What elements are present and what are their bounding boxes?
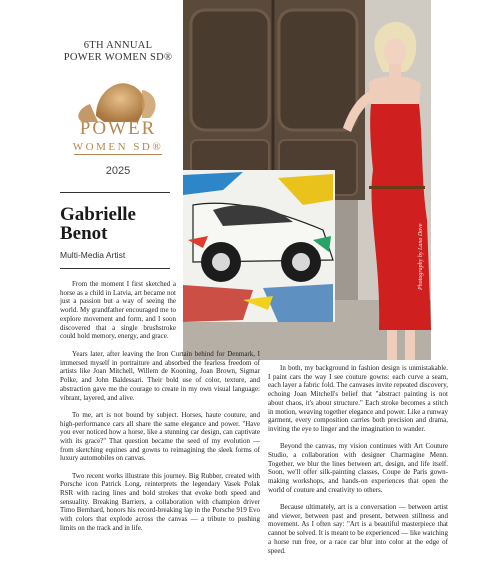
artist-last-name: Benot — [60, 223, 108, 244]
paragraph-5: In both, my background in fashion design is unmistakable. I paint cars the way I see couture gowns: each curve a seam, each layer a fabric fold. The canvases invite repeated discovery, echoing Joan Mitchell's belief that "abstract painting is not about chaos, it's about structure." Each stroke becomes a stitch in motion, weaving together elegance and power. Like a runway garment, every composition carries both precision and drama, inviting the eye to linger and the imagination to wander. — [268, 364, 448, 433]
column-right — [268, 364, 448, 555]
paragraph-6: Beyond the canvas, my vision continues with Art Couture Studio, a collaboration with designer Charmagine Menn. Together, we blur the lines between art, design, and life itself. Soon, we'll offer silk-painting classes, Coupe de Paris gown-making workshops, and hands-on experiences that open the world of couture and creativity to others. — [268, 442, 448, 494]
logo-word-power: POWER — [79, 118, 157, 139]
artist-photo — [183, 0, 431, 360]
event-edition: 6TH ANNUAL — [83, 40, 153, 51]
paragraph-1: From the moment I first sketched a horse as a child in Latvia, art became not just a passion but a way of seeing the world. My grandfather encouraged me to explore movement and form, and I soon discovered that a single brushstroke could hold memory, energy, and grace. — [60, 280, 176, 341]
photo-credit: Photography by Lana Dove — [418, 223, 424, 290]
logo-word-women: WOMEN SD® — [72, 141, 164, 153]
paragraph-3: To me, art is not bound by subject. Horses, haute couture, and high-performance cars all share the same elegance and power. "Have you ever noticed how a horse, like a stunning car design, can captivate with its grace?" That question became the seed of my evolution — from sketching equines and gowns to reimagining the sleek forms of luxury automobiles on canvas. — [60, 410, 260, 463]
divider-bottom — [60, 268, 170, 269]
paragraph-4: Two recent works illustrate this journey. Big Rubber, created with Porsche icon Patrick Long, reinterprets the legendary Vasek Polak RSR with racing lines and bold strokes that evoke both speed and sensuality. Breaking Barriers, a collaboration with champion driver Timo Bernhard, honors his record-breaking lap in the Porsche 919 Evo with colors that explode across the canvas — a tribute to pushing limits on the track and in life. — [60, 471, 260, 532]
paragraph-2: Years later, after leaving the Iron Curtain behind for Denmark, I immersed myself in portraiture and absorbed the fearless freedom of artists like Joan Mitchell, Willem de Kooning, Joan Brown, Sigmar Polke, and John Baldessari. Their bold use of color, texture, and abstraction gave me the courage to create in my own visual language: vibrant, layered, and alive. — [60, 350, 260, 402]
paragraph-7: Because ultimately, art is a conversation — between artist and viewer, between past and present, between stillness and movement. As I often say: "Art is a beautiful masterpiece that cannot be solved. It is meant to be experienced — like watching a horse run free, or a race car blur into color at the edge of speed. — [268, 503, 448, 555]
artist-name — [60, 205, 180, 243]
artist-first-name: Gabrielle — [60, 204, 136, 225]
artist-role: Multi-Media Artist — [60, 250, 126, 260]
event-title: POWER WOMEN SD® — [63, 52, 173, 63]
painting-canvas — [183, 170, 335, 322]
column-left — [60, 350, 260, 533]
photo-illustration — [183, 0, 431, 360]
event-header — [60, 40, 176, 64]
silhouette-icon — [96, 83, 145, 122]
divider-top — [60, 192, 170, 193]
logo-year: 2025 — [105, 165, 131, 177]
column-intro — [60, 280, 176, 341]
